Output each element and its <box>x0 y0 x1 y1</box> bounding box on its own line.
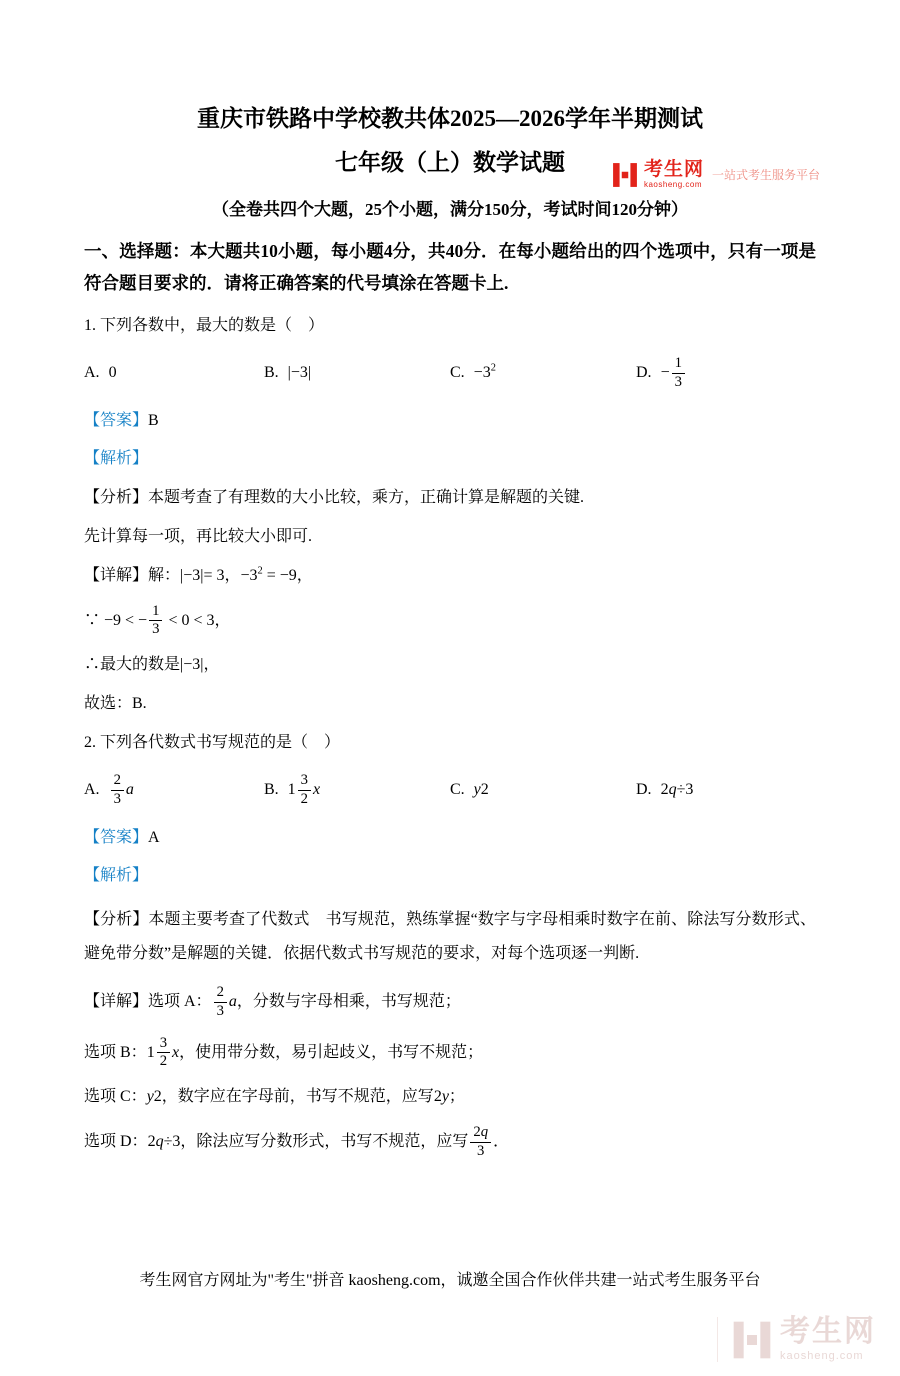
q2-detail-c: 选项 C：y2，数字应在字母前，书写不规范，应写2y； <box>84 1088 465 1106</box>
kaosheng-logo-icon <box>612 162 638 188</box>
fraction: $\frac{1}{3}$ <box>149 603 162 639</box>
exam-title-line2: 七年级（上）数学试题 <box>335 149 565 175</box>
q2-analysis: 【分析】本题主要考查了代数式 书写规范，熟练掌握“数字与字母相乘时数字在前、除法写分数形式、避免带分数”是解题的关键．依据代数式书写规范的要求，对每个选项逐一判断. <box>84 911 816 962</box>
exam-document-page <box>0 104 900 1376</box>
kaosheng-logo <box>612 160 820 189</box>
fraction: $\frac{2}{3}$ <box>214 984 227 1020</box>
fraction: $\frac{3}{2}$ <box>298 772 311 808</box>
fraction: $\frac{1}{3}$ <box>672 355 685 391</box>
q2-detail-a: 【详解】选项 A： $\frac{2}{3}$ a，分数与字母相乘，书写规范； <box>84 984 461 1020</box>
brand-domain: kaosheng.com <box>643 180 702 189</box>
q2-answer: 【答案】A <box>84 828 160 846</box>
option: D. − $\frac{1}{3}$ <box>636 355 816 391</box>
section-heading: 一、选择题：本大题共10小题，每小题4分，共40分．在每小题给出的四个选项中，只有一项是符合题目要求的．请将正确答案的代号填涂在答题卡上. <box>84 240 816 294</box>
q1-detail-3: ∴最大的数是|−3|， <box>84 655 220 673</box>
q1-analysis: 【分析】本题考查了有理数的大小比较，乘方，正确计算是解题的关键. <box>84 489 585 507</box>
fraction: $\frac{2q}{3}$ <box>470 1124 491 1160</box>
option-label: D. <box>636 781 652 799</box>
footer-note: 考生网官方网址为"考生"拼音 kaosheng.com，诚邀全国合作伙伴共建一站式考生服务平台 <box>139 1272 761 1289</box>
option-label: D. <box>636 364 652 382</box>
option: C. y2 <box>450 781 489 799</box>
option: C. $-3^2$ <box>450 363 496 382</box>
q2-options <box>84 772 816 808</box>
watermark-brand: 考生网 <box>780 1315 876 1348</box>
kaosheng-watermark <box>717 1317 876 1362</box>
q2-detail-b: 选项 B：1 $\frac{3}{2}$ x，使用带分数，易引起歧义，书写不规范； <box>84 1034 484 1070</box>
option: A. 0 <box>84 364 117 382</box>
q1-conclusion: 故选：B. <box>84 694 147 712</box>
q1-jiexi-label: 【解析】 <box>84 450 149 468</box>
q1-answer: 【答案】B <box>84 411 159 429</box>
option-label: C. <box>450 781 465 799</box>
option: D. 2q÷3 <box>636 781 694 799</box>
exam-title-line1: 重庆市铁路中学校教共体2025—2026学年半期测试 <box>197 106 703 131</box>
q2-jiexi-label: 【解析】 <box>84 867 149 885</box>
option: B. |−3| <box>264 364 312 382</box>
brand-tagline: 一站式考生服务平台 <box>711 168 820 182</box>
kaosheng-watermark-icon <box>732 1320 772 1360</box>
q1-detail-2: ∵ −9 < − $\frac{1}{3}$ < 0 < 3， <box>84 602 231 638</box>
fraction: $\frac{3}{2}$ <box>157 1035 170 1071</box>
brand-name: 考生网 <box>643 159 704 180</box>
option-label: C. <box>450 364 465 382</box>
option-label: B. <box>264 781 279 799</box>
q1-analysis-2: 先计算每一项，再比较大小即可. <box>84 528 313 546</box>
watermark-domain: kaosheng.com <box>780 1350 864 1362</box>
option-label: B. <box>264 364 279 382</box>
q1-detail: 【详解】解：|−3|= 3，$-3^2 = -9$， <box>84 565 313 584</box>
option-label: A. <box>84 364 100 382</box>
option: B. 1 $\frac{3}{2}$ x <box>264 772 321 807</box>
q2-detail-d: 选项 D：2q÷3，除法应写分数形式，书写不规范，应写 $\frac{2q}{3}$ ． <box>84 1123 510 1159</box>
option: A. $\frac{2}{3}$ a <box>84 772 134 807</box>
exam-meta: （全卷共四个大题，25个小题，满分150分，考试时间120分钟） <box>212 199 688 219</box>
q1-options <box>84 355 816 391</box>
q2-stem: 2. 下列各代数式书写规范的是（ ） <box>84 733 341 751</box>
fraction: $\frac{2}{3}$ <box>111 772 124 808</box>
document-body <box>84 314 816 1161</box>
q1-stem: 1. 下列各数中，最大的数是（ ） <box>84 316 325 334</box>
option-label: A. <box>84 781 100 799</box>
